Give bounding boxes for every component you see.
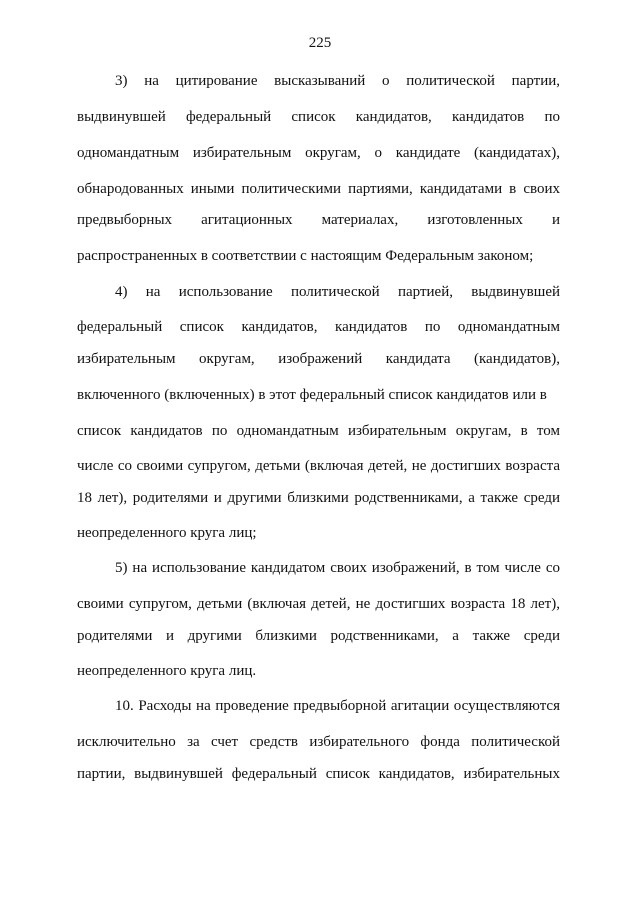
text-line: 3) на цитирование высказываний о политической партии, [115,73,560,89]
text-line: неопределенного круга лиц. [77,663,257,679]
text-line: избирательным округам, изображений кандидата (кандидатов), [77,351,560,367]
page-number: 225 [308,35,332,51]
text-line: 10. Расходы на проведение предвыборной агитации осуществляются [115,698,560,714]
text-line: числе со своими супругом, детьми (включая детей, не достигших возраста [77,458,560,474]
text-line: 4) на использование политической партией, выдвинувшей [115,284,560,300]
text-line: партии, выдвинувшей федеральный список кандидатов, избирательных [77,766,560,782]
text-line: 5) на использование кандидатом своих изображений, в том числе со [115,560,560,576]
text-line: одномандатным избирательным округам, о кандидате (кандидатах), [77,145,560,161]
text-line: список кандидатов по одномандатным избирательным округам, в том [77,423,560,439]
text-line: федеральный список кандидатов, кандидатов по одномандатным [77,319,560,335]
text-line: родителями и другими близкими родственниками, а также среди [77,628,560,644]
text-line: распространенных в соответствии с настоящим Федеральным законом; [77,248,534,264]
text-line: обнародованных иными политическими партиями, кандидатами в своих [77,181,560,197]
text-line: предвыборных агитационных материалах, изготовленных и [77,212,560,228]
text-line: выдвинувшей федеральный список кандидатов, кандидатов по [77,109,560,125]
text-line: исключительно за счет средств избирательного фонда политической [77,734,560,750]
text-line: включенного (включенных) в этот федеральный список кандидатов или в [77,387,547,403]
text-line: неопределенного круга лиц; [77,525,257,541]
text-line: своими супругом, детьми (включая детей, не достигших возраста 18 лет), [77,596,560,612]
text-line: 18 лет), родителями и другими близкими родственниками, а также среди [77,490,560,506]
